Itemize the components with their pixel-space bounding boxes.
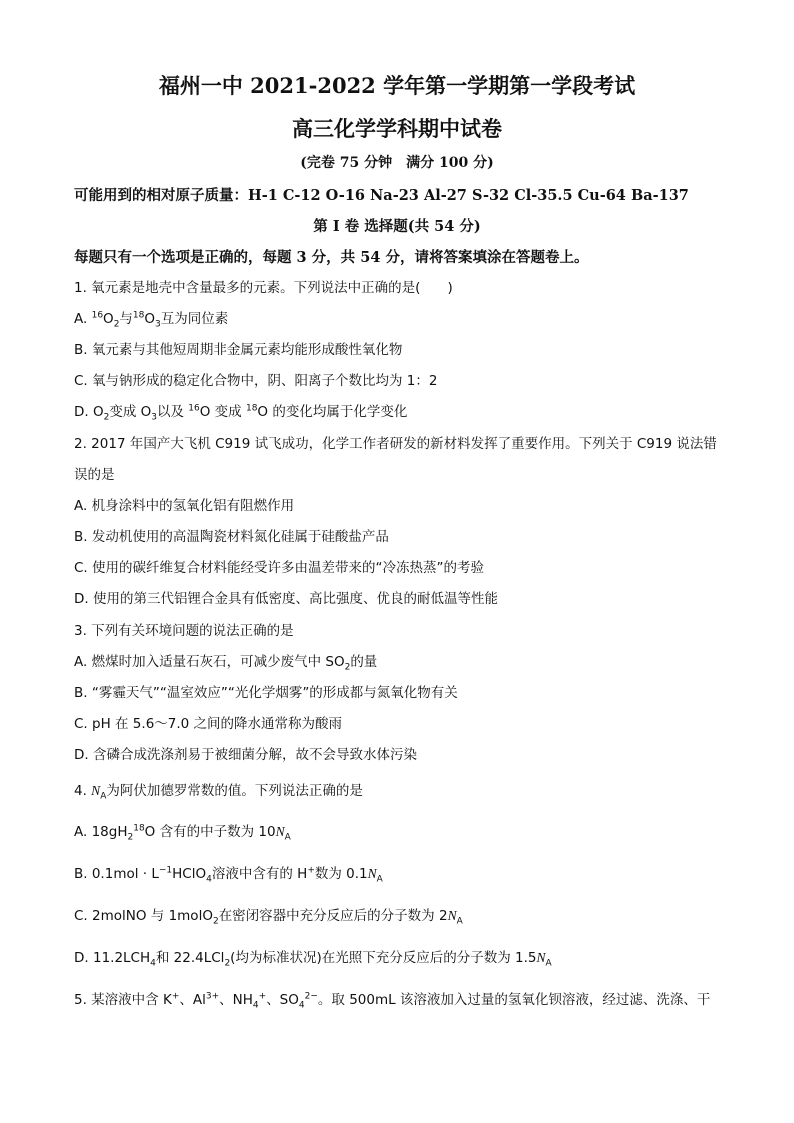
text: 以及 (157, 404, 189, 420)
text: 18 (132, 310, 145, 321)
text: 2 (212, 916, 219, 927)
q1-option-c: C. 氧与钠形成的稳定化合物中，阴、阳离子个数比均为 1：2 (74, 373, 438, 389)
section-heading: 第 I 卷 选择题(共 54 分) (313, 218, 481, 235)
exam-subtitle: 高三化学学科期中试卷 (292, 116, 502, 141)
q3-option-c: C. pH 在 5.6～7.0 之间的降水通常称为酸雨 (74, 716, 343, 732)
text: A (376, 874, 383, 885)
text: O 含有的中子数为 10 (144, 824, 276, 840)
exam-title: 福州一中 2021-2022 学年第一学期第一学段考试 (158, 73, 636, 98)
text: 互为同位素 (160, 311, 229, 327)
text: 5. 某溶液中含 K (74, 992, 172, 1008)
text: A. 18gH (74, 824, 128, 840)
q4-stem (74, 779, 363, 802)
text: 4 (150, 958, 156, 969)
exam-meta: (完卷 75 分钟 满分 100 分) (300, 155, 494, 171)
text: 3+ (205, 991, 220, 1002)
q3-option-b: B. “雾霾天气”“温室效应”“光化学烟雾”的形成都与氮氧化物有关 (74, 685, 458, 701)
text: A (545, 958, 552, 969)
text: 变成 O (109, 404, 152, 420)
text: 与 (119, 311, 133, 327)
text: 2 (103, 412, 110, 423)
text: N (275, 824, 285, 839)
text: O 的变化均属于化学变化 (257, 404, 408, 420)
text: 在密闭容器中充分反应后的分子数为 2 (218, 908, 448, 924)
text: 4 (252, 1000, 259, 1011)
text: O 变成 (199, 404, 246, 420)
text: D. 11.2LCH (74, 950, 151, 966)
text: + (171, 991, 180, 1002)
text: A (284, 832, 291, 843)
text: D. O (74, 404, 104, 420)
q4-option-c (74, 904, 463, 927)
q3-option-d: D. 含磷合成洗涤剂易于被细菌分解，故不会导致水体污染 (74, 747, 417, 763)
atomic-masses: 可能用到的相对原子质量：H-1 C-12 O-16 Na-23 Al-27 S-32 Cl-35.5 Cu-64 Ba-137 (74, 187, 689, 204)
text: 、Al (179, 992, 206, 1008)
text: 3 (151, 412, 157, 423)
text: N (536, 950, 546, 965)
text: B. 0.1mol · L (74, 866, 159, 882)
text: 2 (127, 832, 134, 843)
text: 18 (133, 823, 145, 834)
text: 、SO (266, 992, 299, 1008)
text: A (456, 916, 463, 927)
q2-option-b: B. 发动机使用的高温陶瓷材料氮化硅属于硅酸盐产品 (74, 529, 389, 545)
q1-option-b: B. 氧元素与其他短周期非金属元素均能形成酸性氧化物 (74, 342, 403, 358)
text: 为阿伏加德罗常数的值。下列说法正确的是 (106, 783, 363, 799)
text: N (367, 866, 377, 881)
instructions: 每题只有一个选项是正确的，每题 3 分，共 54 分，请将答案填涂在答题卷上。 (74, 249, 589, 266)
text: A. (74, 311, 92, 327)
text: 4. (74, 783, 92, 799)
text: 和 22.4LCl (155, 950, 225, 966)
text: 3 (155, 319, 161, 330)
text: 16 (91, 310, 104, 321)
text: 2 (344, 662, 351, 673)
q2-option-a: A. 机身涂料中的氢氧化铝有阻燃作用 (74, 498, 295, 514)
q2-option-d: D. 使用的第三代铝锂合金具有低密度、高比强度、优良的耐低温等性能 (74, 591, 498, 607)
text: (均为标准状况)在光照下充分反应后的分子数为 1.5 (230, 950, 537, 966)
q2-option-c: C. 使用的碳纤维复合材料能经受许多由温差带来的“冷冻热蒸”的考验 (74, 560, 484, 576)
text: A (100, 791, 107, 802)
text: + (307, 865, 315, 876)
q4-option-b (74, 862, 383, 885)
text: O (103, 311, 114, 327)
q4-option-d (74, 946, 552, 969)
text: 。取 500mL 该溶液加入过量的氢氧化钡溶液，经过滤、洗涤、干 (317, 992, 711, 1008)
q3-option-a (74, 650, 377, 673)
text: 16 (188, 403, 200, 414)
q1-option-a (74, 307, 228, 330)
q4-option-a (74, 820, 291, 843)
text: 、NH (219, 992, 253, 1008)
text: C. 2molNO 与 1molO (74, 908, 213, 924)
text: + (258, 991, 267, 1002)
text: N (447, 908, 457, 923)
q1-option-d (74, 400, 407, 423)
text: HClO (172, 866, 207, 882)
text: 2 (113, 319, 120, 330)
text: A. 燃煤时加入适量石灰石，可减少废气中 SO (74, 654, 345, 670)
text: 的量 (350, 654, 378, 670)
text: 溶液中含有的 H (211, 866, 308, 882)
text: N (91, 783, 101, 798)
q3-stem: 3. 下列有关环境问题的说法正确的是 (74, 623, 294, 639)
text: O (144, 311, 156, 327)
text: 2− (304, 991, 318, 1002)
text: −1 (158, 865, 173, 876)
text: 2 (224, 958, 231, 969)
text: 18 (245, 403, 258, 414)
q1-stem: 1. 氧元素是地壳中含量最多的元素。下列说法中正确的是( ) (74, 280, 453, 296)
q2-stem-line1: 2. 2017 年国产大飞机 C919 试飞成功，化学工作者研发的新材料发挥了重要作用。下列关于 C919 说法错 (74, 436, 717, 452)
q2-stem-line2: 误的是 (74, 467, 115, 483)
q5-stem (74, 988, 710, 1011)
text: 4 (298, 1000, 305, 1011)
text: 数为 0.1 (314, 866, 368, 882)
text: 4 (206, 874, 212, 885)
